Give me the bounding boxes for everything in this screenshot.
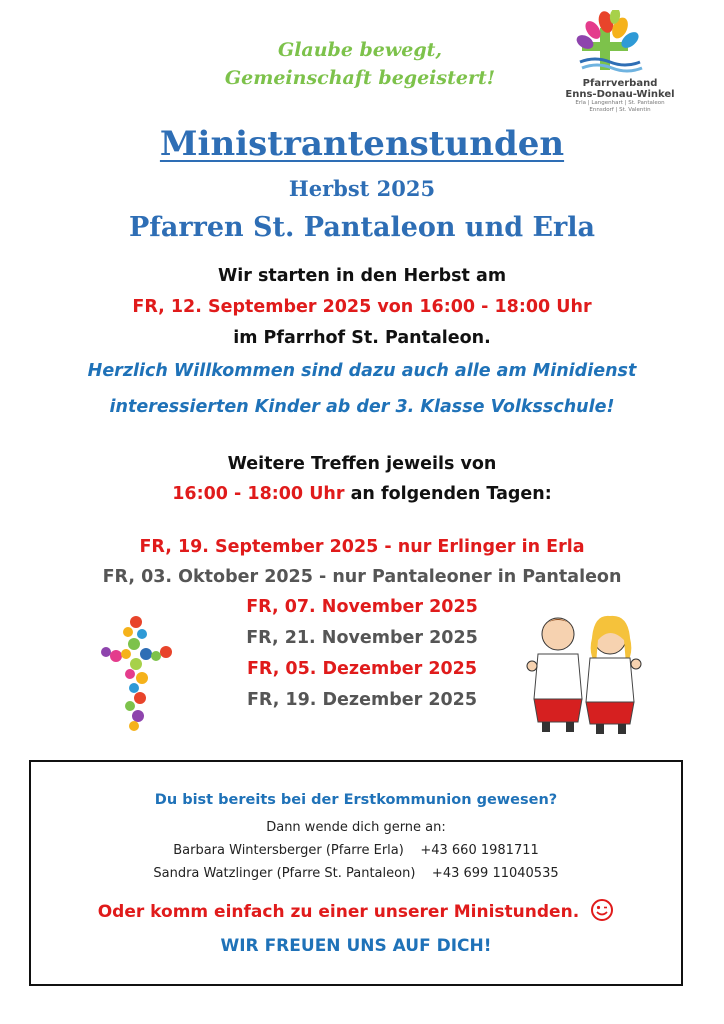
slogan-line-2: Gemeinschaft begeistert! [224,67,496,89]
welcome-line-2: interessierten Kinder ab der 3. Klasse Volksschule! [109,397,615,417]
date-item: FR, 19. Dezember 2025 [246,690,478,710]
logo-tree-icon [560,10,680,74]
welcome-line-1: Herzlich Willkommen sind dazu auch alle am Minidienst [87,361,637,381]
subtitle: Herbst 2025 [288,176,436,201]
further-line-1: Weitere Treffen jeweils von [227,454,497,474]
logo-small-2: Ennsdorf | St. Valentin [589,107,651,113]
logo-name: Pfarrverband [582,78,658,89]
page-title: Ministrantenstunden [159,124,565,164]
date-item: FR, 07. November 2025 [246,597,478,617]
date-item: FR, 05. Dezember 2025 [246,659,478,679]
invite-text: Oder komm einfach zu einer unserer Ministunden. [97,902,580,922]
parishes-heading: Pfarren St. Pantaleon und Erla [128,212,596,243]
logo-small-1: Erla | Langenhart | St. Pantaleon [575,100,665,106]
altar-servers-illustration [520,604,646,742]
date-item: FR, 19. September 2025 - nur Erlinger in Erla [139,537,585,557]
logo-name-2: Enns-Donau-Winkel [565,89,675,100]
further-tail: an folgenden Tagen: [344,484,552,504]
date-item: FR, 21. November 2025 [246,628,478,648]
intro-date: FR, 12. September 2025 von 16:00 - 18:00 Uhr [132,297,592,317]
slogan-line-1: Glaube bewegt, [277,39,443,61]
closing-text: WIR FREUEN UNS AUF DICH! [220,936,492,956]
pfarrverband-logo [560,10,680,122]
further-line-2 [0,484,724,504]
smiley-icon [590,898,614,922]
contact-box [29,760,683,986]
box-question: Du bist bereits bei der Erstkommunion gewesen? [154,792,558,808]
invite-line [31,898,681,922]
contact-1: Barbara Wintersberger (Pfarre Erla) +43 660 1981711 [173,843,539,858]
further-time: 16:00 - 18:00 Uhr [172,484,345,504]
contact-intro: Dann wende dich gerne an: [266,820,446,835]
intro-line-1: Wir starten in den Herbst am [217,266,507,286]
date-item: FR, 03. Oktober 2025 - nur Pantaleoner in Pantaleon [102,567,622,587]
contact-2: Sandra Watzlinger (Pfarre St. Pantaleon) +43 699 11040535 [153,866,559,881]
slogan [170,36,550,92]
intro-place: im Pfarrhof St. Pantaleon. [233,328,491,348]
handprint-cross-icon [96,612,176,732]
